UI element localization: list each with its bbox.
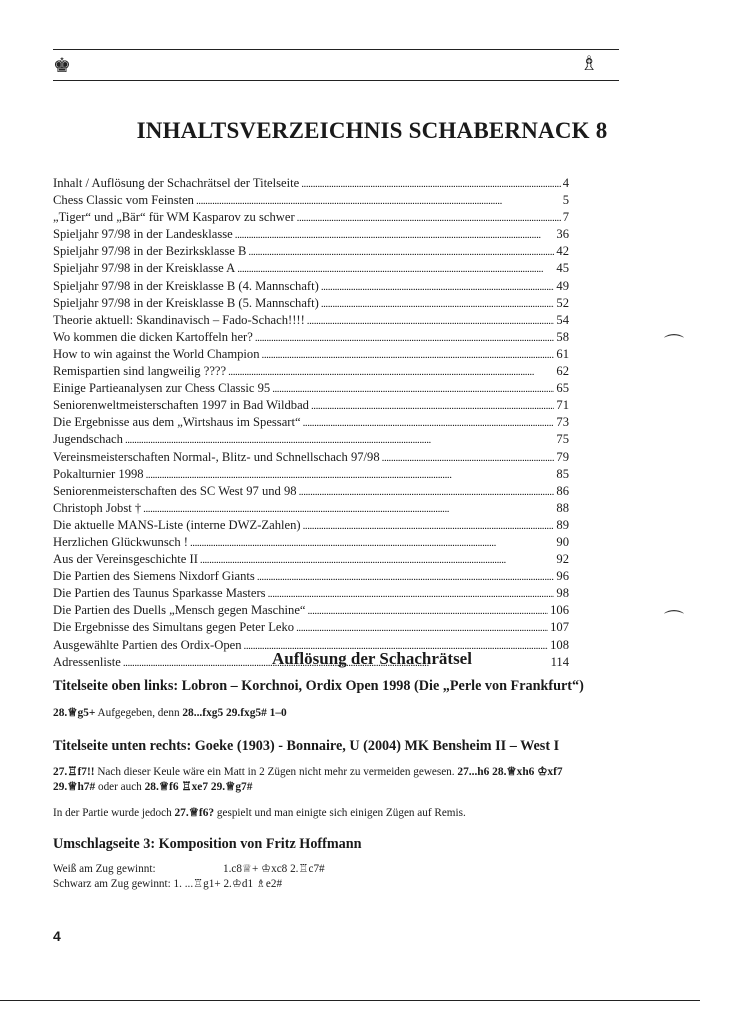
composition-black-row: Schwarz am Zug gewinnt: 1. ...♖g1+ 2.♔d1 ♗e2# bbox=[53, 878, 283, 890]
toc-entry-page: 7 bbox=[562, 210, 569, 225]
toc-entry-title: Pokalturnier 1998 bbox=[53, 466, 144, 481]
toc-entry-page: 85 bbox=[556, 466, 569, 481]
toc-entry bbox=[53, 431, 569, 448]
toc-dot-leader bbox=[307, 312, 555, 329]
toc-entry-title: Seniorenmeisterschaften des SC West 97 und 98 bbox=[53, 483, 297, 498]
toc-entry-page: 79 bbox=[556, 449, 569, 464]
toc-dot-leader bbox=[321, 278, 555, 295]
toc-entry-title: Remispartien sind langweilig ???? bbox=[53, 364, 227, 379]
toc-dot-leader bbox=[262, 346, 555, 363]
toc-entry bbox=[53, 534, 569, 551]
toc-entry-title: How to win against the World Champion bbox=[53, 346, 260, 361]
toc-entry-page: 4 bbox=[562, 176, 569, 190]
toc-entry-title: Einige Partieanalysen zur Chess Classic 95 bbox=[53, 381, 271, 396]
toc-entry-title: Spieljahr 97/98 in der Kreisklasse B (5. Mannschaft) bbox=[53, 295, 319, 310]
puzzle1-move-b: 28...fxg5 29.fxg5# 1–0 bbox=[182, 707, 287, 719]
toc-entry-page: 86 bbox=[556, 483, 569, 498]
toc-entry bbox=[53, 619, 569, 636]
toc-entry-title: Spieljahr 97/98 in der Landesklasse bbox=[53, 227, 233, 242]
toc-dot-leader bbox=[235, 226, 555, 243]
puzzle2-move-d: 28.♕f6 ♖xe7 29.♕g7# bbox=[144, 781, 253, 793]
composition-heading: Umschlagseite 3: Komposition von Fritz Hoffmann bbox=[53, 836, 362, 852]
toc-entry-page: 96 bbox=[556, 569, 569, 584]
toc-entry-title: Die Partien des Siemens Nixdorf Giants bbox=[53, 569, 255, 584]
toc-entry bbox=[53, 278, 569, 295]
toc-dot-leader bbox=[228, 363, 554, 380]
toc-entry-title: Inhalt / Auflösung der Schachrätsel der Titelseite bbox=[53, 176, 300, 190]
toc-dot-leader bbox=[311, 397, 554, 414]
toc-entry bbox=[53, 568, 569, 585]
toc-entry bbox=[53, 551, 569, 568]
toc-entry-page: 61 bbox=[556, 346, 569, 361]
toc-entry bbox=[53, 483, 569, 500]
toc-entry bbox=[53, 209, 569, 226]
puzzle1-move-a: 28.♕g5+ bbox=[53, 707, 96, 719]
toc-entry-page: 92 bbox=[556, 552, 569, 567]
page-title: INHALTSVERZEICHNIS SCHABERNACK 8 bbox=[136, 118, 608, 143]
toc-entry bbox=[53, 329, 569, 346]
toc-entry bbox=[53, 380, 569, 397]
toc-dot-leader bbox=[303, 414, 555, 431]
puzzle2-solution bbox=[53, 765, 693, 795]
puzzle2-game-note bbox=[53, 806, 693, 821]
toc-entry bbox=[53, 295, 569, 312]
toc-entry-title: „Tiger“ und „Bär“ für WM Kasparov zu schwer bbox=[53, 210, 295, 225]
puzzle2-text-a: Nach dieser Keule wäre ein Matt in 2 Zügen nicht mehr zu vermeiden gewesen. bbox=[94, 766, 458, 778]
toc-entry-page: 54 bbox=[556, 312, 569, 327]
puzzle2-move-b: 27...h6 28.♕xh6 ♔xf7 bbox=[457, 766, 563, 778]
toc-entry bbox=[53, 585, 569, 602]
toc-entry-page: 42 bbox=[556, 244, 569, 259]
toc-entry bbox=[53, 414, 569, 431]
toc-entry-title: Jugendschach bbox=[53, 432, 123, 447]
puzzle2-text-d: gespielt und man einigte sich einigen Zügen auf Remis. bbox=[214, 807, 466, 819]
toc-entry-title: Herzlichen Glückwunsch ! bbox=[53, 534, 188, 549]
toc-entry bbox=[53, 175, 569, 192]
toc-entry-title: Theorie aktuell: Skandinavisch – Fado-Schach!!!! bbox=[53, 312, 305, 327]
toc-entry-page: 58 bbox=[556, 329, 569, 344]
toc-entry bbox=[53, 466, 569, 483]
composition-white-moves: 1.c8♕+ ♔xc8 2.♖c7# bbox=[223, 863, 325, 875]
toc-dot-leader bbox=[303, 517, 555, 534]
toc-entry-page: 75 bbox=[556, 432, 569, 447]
toc-entry-page: 98 bbox=[556, 586, 569, 601]
toc-dot-leader bbox=[308, 602, 549, 619]
section-title-solutions: Auflösung der Schachrätsel bbox=[272, 649, 472, 668]
composition-solution bbox=[53, 862, 693, 892]
toc-entry-title: Aus der Vereinsgeschichte II bbox=[53, 552, 198, 567]
toc-entry-page: 90 bbox=[556, 534, 569, 549]
toc-entry-title: Wo kommen die dicken Kartoffeln her? bbox=[53, 329, 253, 344]
toc-entry-title: Seniorenweltmeisterschaften 1997 in Bad Wildbad bbox=[53, 398, 309, 413]
toc-dot-leader bbox=[146, 466, 555, 483]
toc-entry-page: 65 bbox=[556, 381, 569, 396]
composition-white-label: Weiß am Zug gewinnt: bbox=[53, 863, 156, 875]
toc-entry bbox=[53, 500, 569, 517]
toc-entry-title: Spieljahr 97/98 in der Kreisklasse A bbox=[53, 261, 236, 276]
puzzle2-text-c: In der Partie wurde jedoch bbox=[53, 807, 175, 819]
toc-dot-leader bbox=[272, 380, 554, 397]
margin-mark-icon: ⌒ bbox=[664, 332, 684, 356]
king-crown-icon: ♚ bbox=[53, 53, 71, 77]
toc-entry-page: 106 bbox=[550, 603, 569, 618]
toc-entry bbox=[53, 517, 569, 534]
toc-entry-title: Adressenliste bbox=[53, 654, 121, 669]
toc-entry bbox=[53, 243, 569, 260]
toc-dot-leader bbox=[296, 619, 548, 636]
table-of-contents bbox=[53, 175, 569, 671]
toc-entry-page: 114 bbox=[550, 654, 569, 669]
puzzle1-solution bbox=[53, 706, 693, 721]
toc-entry-title: Ausgewählte Partien des Ordix-Open bbox=[53, 637, 242, 652]
margin-mark-icon: ⌒ bbox=[664, 608, 684, 632]
toc-entry bbox=[53, 397, 569, 414]
toc-entry bbox=[53, 312, 569, 329]
toc-entry-title: Die Ergebnisse des Simultans gegen Peter Leko bbox=[53, 620, 295, 635]
toc-entry-page: 88 bbox=[556, 500, 569, 515]
toc-dot-leader bbox=[190, 534, 554, 551]
toc-entry-page: 45 bbox=[556, 261, 569, 276]
toc-entry bbox=[53, 226, 569, 243]
toc-entry-title: Die Ergebnisse aus dem „Wirtshaus im Spessart“ bbox=[53, 415, 301, 430]
toc-dot-leader bbox=[237, 260, 554, 277]
toc-entry-page: 107 bbox=[550, 620, 569, 635]
toc-entry bbox=[53, 346, 569, 363]
toc-entry bbox=[53, 363, 569, 380]
toc-entry-page: 52 bbox=[556, 295, 569, 310]
toc-entry bbox=[53, 192, 569, 209]
toc-entry-title: Vereinsmeisterschaften Normal-, Blitz- und Schnellschach 97/98 bbox=[53, 449, 380, 464]
toc-dot-leader bbox=[125, 431, 554, 448]
toc-entry-page: 62 bbox=[556, 364, 569, 379]
toc-entry-page: 73 bbox=[556, 415, 569, 430]
toc-dot-leader bbox=[255, 329, 555, 346]
toc-entry-title: Die Partien des Taunus Sparkasse Masters bbox=[53, 586, 266, 601]
toc-entry-title: Chess Classic vom Feinsten bbox=[53, 193, 194, 208]
composition-white-row bbox=[53, 862, 693, 877]
puzzle2-move-e: 27.♕f6? bbox=[174, 807, 215, 819]
toc-dot-leader bbox=[299, 483, 555, 500]
toc-entry-page: 36 bbox=[556, 227, 569, 242]
toc-entry-title: Spieljahr 97/98 in der Kreisklasse B (4. Mannschaft) bbox=[53, 278, 319, 293]
toc-entry-title: Spieljahr 97/98 in der Bezirksklasse B bbox=[53, 244, 247, 259]
page-number: 4 bbox=[53, 928, 61, 944]
header-bottom-rule bbox=[53, 80, 619, 81]
toc-entry-title: Die aktuelle MANS-Liste (interne DWZ-Zahlen) bbox=[53, 517, 301, 532]
toc-dot-leader bbox=[268, 585, 555, 602]
puzzle2-text-b: oder auch bbox=[95, 781, 145, 793]
toc-dot-leader bbox=[257, 568, 555, 585]
toc-entry-page: 49 bbox=[556, 278, 569, 293]
toc-dot-leader bbox=[200, 551, 555, 568]
toc-dot-leader bbox=[297, 209, 561, 226]
puzzle1-text-a: Aufgegeben, denn bbox=[95, 707, 183, 719]
toc-dot-leader bbox=[382, 449, 555, 466]
puzzle1-heading: Titelseite oben links: Lobron – Korchnoi, Ordix Open 1998 (Die „Perle von Frankfurt“) bbox=[53, 678, 584, 694]
toc-entry-page: 71 bbox=[556, 398, 569, 413]
toc-entry bbox=[53, 260, 569, 277]
bishop-piece-icon: ♗ bbox=[580, 51, 598, 75]
toc-entry-title: Christoph Jobst † bbox=[53, 500, 142, 515]
puzzle2-heading: Titelseite unten rechts: Goeke (1903) - Bonnaire, U (2004) MK Bensheim II – West I bbox=[53, 738, 560, 754]
puzzle2-move-c: 29.♕h7# bbox=[53, 781, 96, 793]
toc-entry-title: Die Partien des Duells „Mensch gegen Maschine“ bbox=[53, 603, 306, 618]
toc-entry-page: 108 bbox=[550, 637, 569, 652]
toc-dot-leader bbox=[321, 295, 555, 312]
toc-entry bbox=[53, 449, 569, 466]
toc-entry bbox=[53, 602, 569, 619]
toc-entry-page: 5 bbox=[562, 193, 569, 208]
toc-dot-leader bbox=[248, 243, 554, 260]
toc-dot-leader bbox=[143, 500, 554, 517]
toc-dot-leader bbox=[196, 192, 561, 209]
puzzle2-move-a: 27.♖f7!! bbox=[53, 766, 95, 778]
header-top-rule bbox=[53, 49, 619, 50]
toc-entry-page: 89 bbox=[556, 517, 569, 532]
toc-dot-leader bbox=[301, 175, 560, 192]
footer-rule bbox=[0, 1000, 700, 1001]
